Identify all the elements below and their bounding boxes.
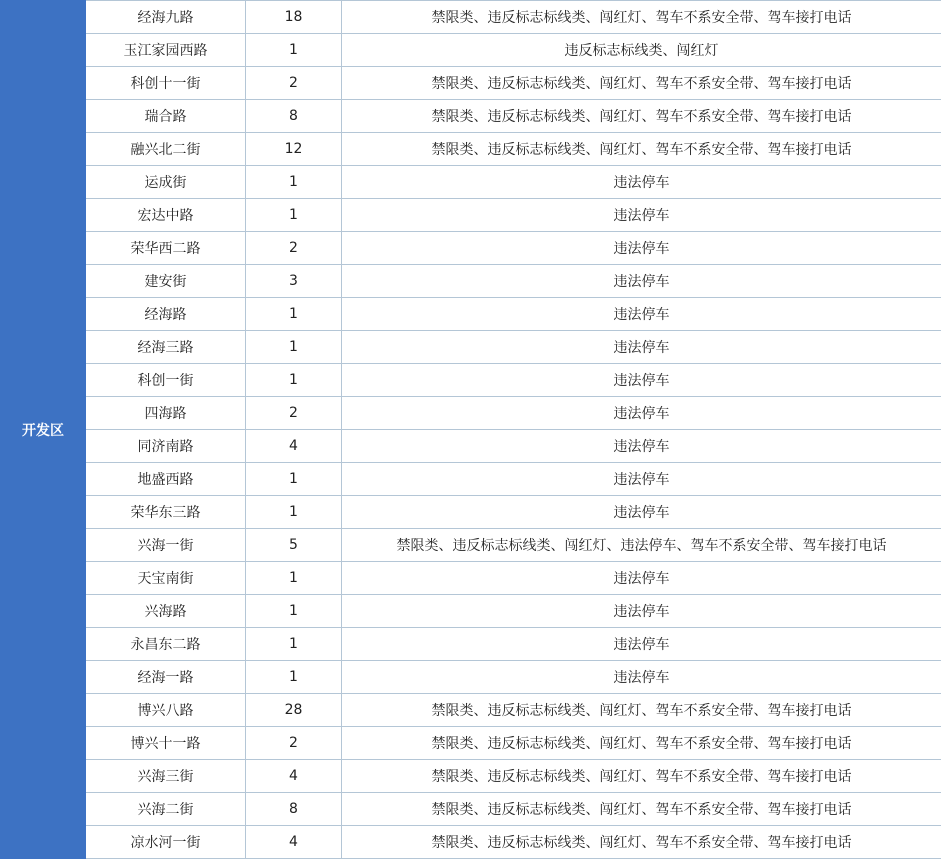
count-cell: 2 (246, 727, 342, 760)
violation-types-cell: 违法停车 (342, 463, 941, 496)
violation-types-cell: 违法停车 (342, 661, 941, 694)
road-name-cell: 兴海一街 (86, 529, 246, 562)
violation-types-cell: 禁限类、违反标志标线类、闯红灯、驾车不系安全带、驾车接打电话 (342, 67, 941, 100)
table-row (1, 67, 941, 100)
road-name-cell: 荣华西二路 (86, 232, 246, 265)
table-row (1, 232, 941, 265)
count-cell: 1 (246, 628, 342, 661)
table-row (1, 265, 941, 298)
table-row (1, 529, 941, 562)
count-cell: 2 (246, 397, 342, 430)
table-row (1, 463, 941, 496)
count-cell: 3 (246, 265, 342, 298)
table-row (1, 331, 941, 364)
road-name-cell: 经海一路 (86, 661, 246, 694)
table-row (1, 430, 941, 463)
road-name-cell: 宏达中路 (86, 199, 246, 232)
violation-types-cell: 禁限类、违反标志标线类、闯红灯、驾车不系安全带、驾车接打电话 (342, 793, 941, 826)
road-name-cell: 天宝南街 (86, 562, 246, 595)
violation-types-cell: 违法停车 (342, 595, 941, 628)
table-row (1, 199, 941, 232)
road-name-cell: 博兴十一路 (86, 727, 246, 760)
count-cell: 1 (246, 166, 342, 199)
count-cell: 28 (246, 694, 342, 727)
violation-types-cell: 违法停车 (342, 562, 941, 595)
violation-types-cell: 禁限类、违反标志标线类、闯红灯、驾车不系安全带、驾车接打电话 (342, 760, 941, 793)
road-name-cell: 荣华东三路 (86, 496, 246, 529)
road-name-cell: 经海路 (86, 298, 246, 331)
table-row (1, 298, 941, 331)
count-cell: 1 (246, 199, 342, 232)
table-row (1, 628, 941, 661)
count-cell: 1 (246, 463, 342, 496)
violation-types-cell: 违法停车 (342, 298, 941, 331)
violation-types-cell: 违法停车 (342, 331, 941, 364)
road-name-cell: 科创一街 (86, 364, 246, 397)
count-cell: 1 (246, 661, 342, 694)
road-name-cell: 凉水河一街 (86, 826, 246, 859)
count-cell: 2 (246, 232, 342, 265)
violation-types-cell: 违法停车 (342, 199, 941, 232)
count-cell: 1 (246, 298, 342, 331)
violation-types-cell: 禁限类、违反标志标线类、闯红灯、违法停车、驾车不系安全带、驾车接打电话 (342, 529, 941, 562)
count-cell: 4 (246, 760, 342, 793)
count-cell: 1 (246, 562, 342, 595)
road-name-cell: 科创十一街 (86, 67, 246, 100)
table-row (1, 496, 941, 529)
count-cell: 12 (246, 133, 342, 166)
count-cell: 1 (246, 496, 342, 529)
violation-types-cell: 禁限类、违反标志标线类、闯红灯、驾车不系安全带、驾车接打电话 (342, 826, 941, 859)
count-cell: 1 (246, 331, 342, 364)
count-cell: 18 (246, 1, 342, 34)
road-name-cell: 玉江家园西路 (86, 34, 246, 67)
road-name-cell: 瑞合路 (86, 100, 246, 133)
table-row (1, 793, 941, 826)
road-name-cell: 建安街 (86, 265, 246, 298)
road-name-cell: 兴海三街 (86, 760, 246, 793)
violation-types-cell: 违法停车 (342, 232, 941, 265)
violation-types-cell: 禁限类、违反标志标线类、闯红灯、驾车不系安全带、驾车接打电话 (342, 133, 941, 166)
table-body (1, 1, 941, 859)
table-row (1, 100, 941, 133)
violation-types-cell: 违法停车 (342, 166, 941, 199)
table-row (1, 364, 941, 397)
count-cell: 4 (246, 826, 342, 859)
count-cell: 5 (246, 529, 342, 562)
violation-types-cell: 违法停车 (342, 265, 941, 298)
count-cell: 8 (246, 100, 342, 133)
table-row (1, 166, 941, 199)
road-name-cell: 经海九路 (86, 1, 246, 34)
violation-types-cell: 违法停车 (342, 364, 941, 397)
road-name-cell: 兴海路 (86, 595, 246, 628)
violation-types-cell: 禁限类、违反标志标线类、闯红灯、驾车不系安全带、驾车接打电话 (342, 1, 941, 34)
road-name-cell: 运成街 (86, 166, 246, 199)
count-cell: 1 (246, 34, 342, 67)
road-name-cell: 同济南路 (86, 430, 246, 463)
violation-types-cell: 违反标志标线类、闯红灯 (342, 34, 941, 67)
table-row (1, 661, 941, 694)
road-name-cell: 永昌东二路 (86, 628, 246, 661)
district-cell: 开发区 (1, 1, 86, 859)
road-name-cell: 兴海二街 (86, 793, 246, 826)
road-name-cell: 四海路 (86, 397, 246, 430)
count-cell: 1 (246, 595, 342, 628)
violation-types-cell: 违法停车 (342, 397, 941, 430)
count-cell: 1 (246, 364, 342, 397)
road-name-cell: 地盛西路 (86, 463, 246, 496)
table-row (1, 595, 941, 628)
table-row (1, 760, 941, 793)
table-row (1, 133, 941, 166)
violation-types-cell: 禁限类、违反标志标线类、闯红灯、驾车不系安全带、驾车接打电话 (342, 694, 941, 727)
violation-types-cell: 违法停车 (342, 430, 941, 463)
table-row (1, 727, 941, 760)
count-cell: 4 (246, 430, 342, 463)
table-row (1, 694, 941, 727)
road-name-cell: 融兴北二街 (86, 133, 246, 166)
table-row (1, 1, 941, 34)
count-cell: 8 (246, 793, 342, 826)
table-row (1, 826, 941, 859)
road-name-cell: 博兴八路 (86, 694, 246, 727)
table-row (1, 34, 941, 67)
violation-types-cell: 违法停车 (342, 628, 941, 661)
road-name-cell: 经海三路 (86, 331, 246, 364)
table-row (1, 397, 941, 430)
violation-types-cell: 禁限类、违反标志标线类、闯红灯、驾车不系安全带、驾车接打电话 (342, 727, 941, 760)
table-row (1, 562, 941, 595)
violation-types-cell: 违法停车 (342, 496, 941, 529)
violation-types-cell: 禁限类、违反标志标线类、闯红灯、驾车不系安全带、驾车接打电话 (342, 100, 941, 133)
count-cell: 2 (246, 67, 342, 100)
